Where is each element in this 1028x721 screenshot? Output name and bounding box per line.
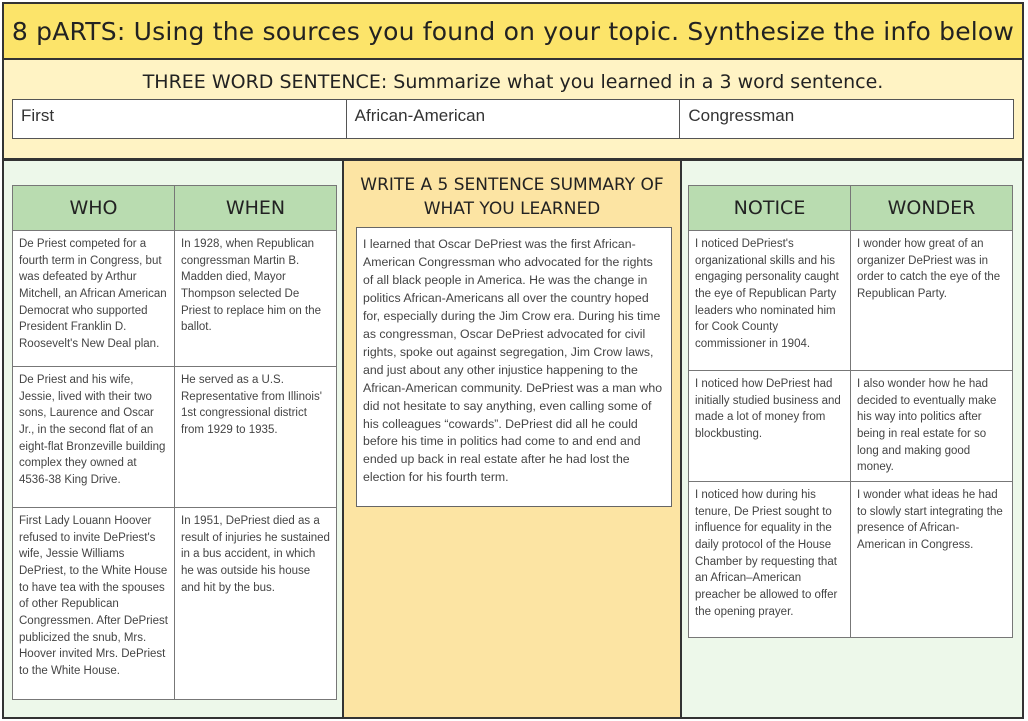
notice-cell-2[interactable]: I noticed how DePriest had initially studied business and made a lot of money from blockbusting.	[689, 371, 851, 482]
who-cell-3[interactable]: First Lady Louann Hoover refused to invite DePriest's wife, Jessie Williams DePriest, to the White House to have tea with the spouses of other Republican Congressmen. After DePriest publicized the snub, Mrs. Hoover invited Mrs. DePriest to the White House.	[13, 508, 175, 700]
table-row	[13, 367, 337, 508]
notice-wonder-panel	[682, 161, 1022, 717]
who-header: WHO	[13, 186, 175, 231]
who-cell-1[interactable]: De Priest competed for a fourth term in Congress, but was defeated by Arthur Mitchell, an African American Democrat who supported President Franklin D. Roosevelt's New Deal plan.	[13, 231, 175, 367]
summary-heading-line-1: WRITE A 5 SENTENCE SUMMARY OF	[360, 175, 664, 195]
three-word-row	[12, 99, 1014, 139]
wonder-cell-3[interactable]: I wonder what ideas he had to slowly start integrating the presence of African-American in Congress.	[851, 482, 1013, 638]
when-header: WHEN	[175, 186, 337, 231]
worksheet-title: 8 pARTS: Using the sources you found on your topic. Synthesize the info below	[2, 2, 1024, 60]
who-when-panel	[4, 161, 344, 717]
word-3-field[interactable]: Congressman	[688, 106, 795, 125]
table-row	[689, 482, 1013, 638]
three-word-section	[2, 60, 1024, 160]
table-row	[689, 371, 1013, 482]
table-row	[689, 231, 1013, 371]
who-cell-2[interactable]: De Priest and his wife, Jessie, lived with their two sons, Laurence and Oscar Jr., in the second flat of an eight-flat Bronzeville building complex they owned at 4536-38 King Drive.	[13, 367, 175, 508]
notice-wonder-table	[688, 185, 1013, 638]
wonder-header: WONDER	[851, 186, 1013, 231]
wonder-cell-2[interactable]: I also wonder how he had decided to eventually make his way into politics after being in real estate for so long and making good money.	[851, 371, 1013, 482]
wonder-cell-1[interactable]: I wonder how great of an organizer DePriest was in order to catch the eye of the Republican Party.	[851, 231, 1013, 371]
table-row	[13, 231, 337, 367]
main-section	[2, 160, 1024, 719]
summary-heading	[344, 173, 680, 221]
word-1-field[interactable]: First	[13, 100, 347, 138]
three-word-heading: THREE WORD SENTENCE: Summarize what you learned in a 3 word sentence.	[142, 71, 884, 93]
when-cell-2[interactable]: He served as a U.S. Representative from Illinois' 1st congressional district from 1929 to 1935.	[175, 367, 337, 508]
who-when-table	[12, 185, 337, 700]
word-2-field[interactable]: African-American	[347, 100, 681, 138]
who-when-header-row	[13, 186, 337, 231]
summary-text-box[interactable]: I learned that Oscar DePriest was the first African-American Congressman who advocated for the rights of all black people in America. He was the change in politics African-Americans all over the country hoped for, especially during the Jim Crow era. During his time as congressman, Oscar DePriest advocated for civil rights, spoke out against segregation, Jim Crow laws, and just about any other injustice happening to the African-American community. DePriest was a man who did not hesitate to say anything, even calling some of his colleagues “cowards”. DePriest did all he could before his time in politics had come to and end and ended up back in real estate after he had lost the election for his fourth term.	[356, 227, 672, 507]
table-row	[13, 508, 337, 700]
when-cell-3[interactable]: In 1951, DePriest died as a result of injuries he sustained in a bus accident, in which he was outside his house and hit by the bus.	[175, 508, 337, 700]
notice-header: NOTICE	[689, 186, 851, 231]
notice-wonder-header-row	[689, 186, 1013, 231]
notice-cell-1[interactable]: I noticed DePriest's organizational skills and his engaging personality caught the eye of Republican Party leaders who nominated him for Cook County commissioner in 1904.	[689, 231, 851, 371]
summary-panel	[344, 161, 682, 717]
notice-cell-3[interactable]: I noticed how during his tenure, De Priest sought to influence for equality in the daily protocol of the House Chamber by requesting that an African–American preacher be allowed to offer the opening prayer.	[689, 482, 851, 638]
when-cell-1[interactable]: In 1928, when Republican congressman Martin B. Madden died, Mayor Thompson selected De Priest to replace him on the ballot.	[175, 231, 337, 367]
summary-heading-line-2: WHAT YOU LEARNED	[423, 199, 601, 219]
